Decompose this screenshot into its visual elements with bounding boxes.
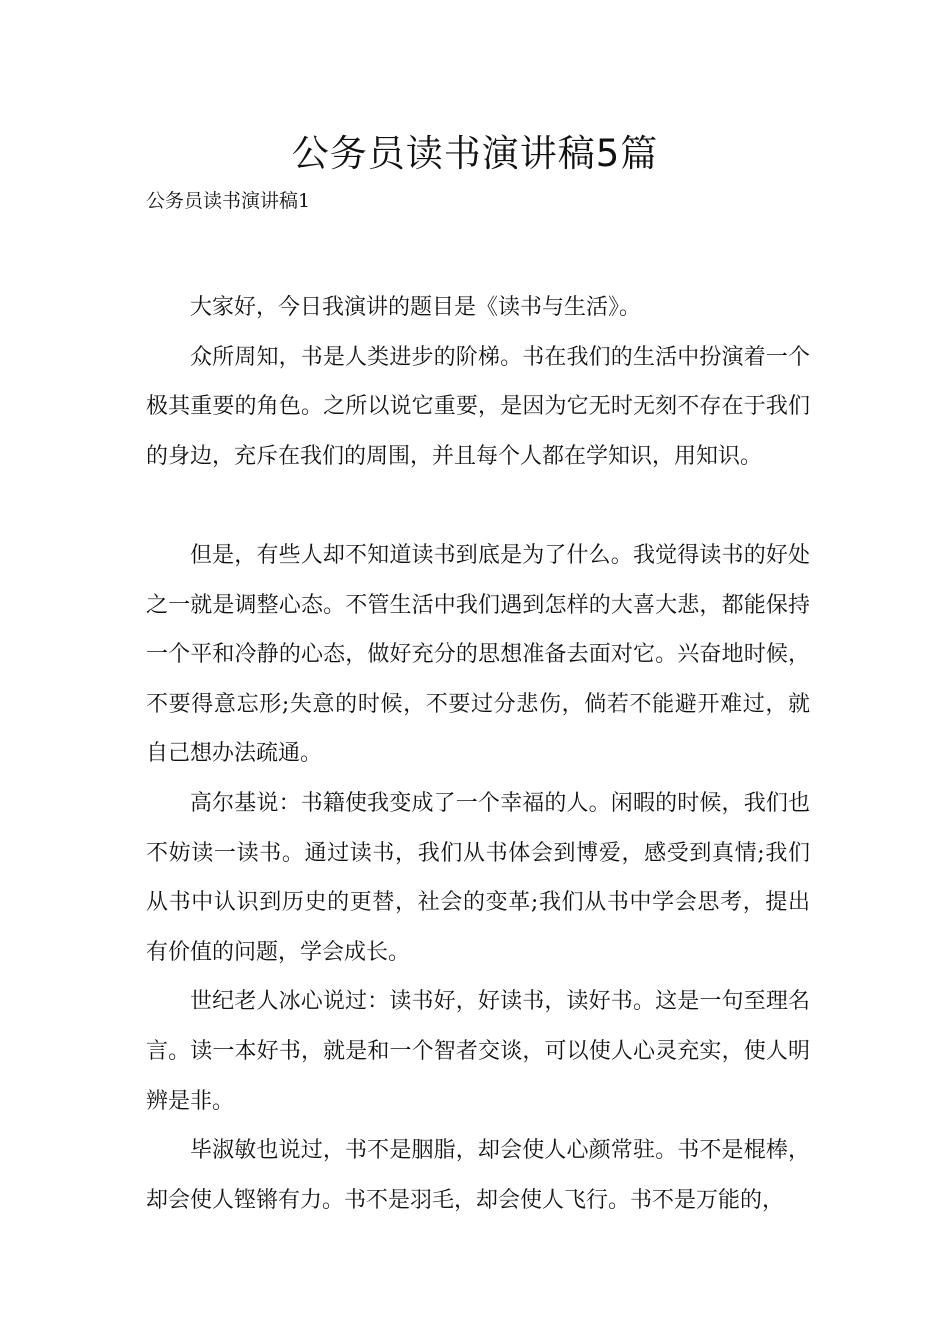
paragraph-gorky-quote: 高尔基说：书籍使我变成了一个幸福的人。闲暇的时候，我们也不妨读一读书。通过读书，我们从书体会到博爱，感受到真情;我们从书中认识到历史的更替，社会的变革;我们从书中学会思考，提出有价值的问题，学会成长。 — [146, 790, 810, 965]
document-body — [146, 283, 810, 1225]
paragraph-books-ladder: 众所周知，书是人类进步的阶梯。书在我们的生活中扮演着一个极其重要的角色。之所以说它重要，是因为它无时无刻不存在于我们的身边，充斥在我们的周围，并且每个人都在学知识，用知识。 — [146, 344, 810, 469]
section-heading: 公务员读书演讲稿1 — [146, 190, 311, 212]
paragraph-bingxin-quote: 世纪老人冰心说过：读书好，好读书，读好书。这是一句至理名言。读一本好书，就是和一个智者交谈，可以使人心灵充实，使人明辨是非。 — [146, 989, 810, 1114]
paragraph-greeting: 大家好，今日我演讲的题目是《读书与生活》。 — [190, 295, 642, 320]
paragraph-mindset: 但是，有些人却不知道读书到底是为了什么。我觉得读书的好处之一就是调整心态。不管生活中我们遇到怎样的大喜大悲，都能保持一个平和冷静的心态，做好充分的思想准备去面对它。兴奋地时候，不要得意忘形;失意的时候，不要过分悲伤，倘若不能避开难过，就自己想办法疏通。 — [146, 542, 810, 767]
paragraph-bi-shumin-quote: 毕淑敏也说过，书不是胭脂，却会使人心颜常驻。书不是棍棒，却会使人铿锵有力。书不是羽毛，却会使人飞行。书不是万能的， — [146, 1138, 810, 1213]
document-title: 公务员读书演讲稿5篇 — [291, 132, 659, 175]
